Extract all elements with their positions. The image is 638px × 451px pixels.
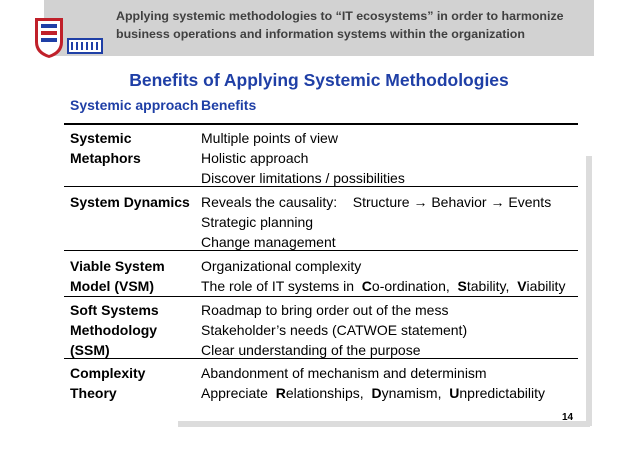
column-header-approach: Systemic approach <box>70 97 199 113</box>
ct-word: ynamism, <box>381 385 442 401</box>
row-label-line: Model (VSM) <box>70 278 154 294</box>
header-text <box>116 7 586 43</box>
row-label <box>70 128 195 168</box>
university-logo <box>33 12 109 60</box>
ct-line <box>201 383 581 403</box>
benefit-line: Multiple points of view <box>201 130 338 146</box>
vsm-initial-c: C <box>361 278 372 294</box>
row-benefits <box>201 128 581 188</box>
vsm-word: iability <box>526 278 566 294</box>
table-rule <box>64 186 578 187</box>
row-label <box>70 300 195 360</box>
benefit-line: Stakeholder’s needs (CATWOE statement) <box>201 322 468 338</box>
ct-word: npredictability <box>459 385 545 401</box>
benefit-line: Clear understanding of the purpose <box>201 342 421 358</box>
ct-initial-r: R <box>275 385 286 401</box>
benefit-line: Roadmap to bring order out of the mess <box>201 302 449 318</box>
slide-title: Benefits of Applying Systemic Methodologies <box>129 70 509 90</box>
slide-shadow-right <box>586 156 592 426</box>
causality-behavior: Behavior <box>431 194 487 210</box>
benefit-line: Holistic approach <box>201 150 309 166</box>
header-line-2: business operations and information systems within the organization <box>116 27 525 41</box>
row-label <box>70 363 195 403</box>
row-label-line: Methodology <box>70 322 158 338</box>
vsm-word: tability, <box>466 278 510 294</box>
ct-prefix: Appreciate <box>201 385 268 401</box>
row-label <box>70 192 195 212</box>
vsm-word: o-ordination, <box>371 278 450 294</box>
arrow-right-icon: → <box>490 194 505 210</box>
row-label-line: (SSM) <box>70 342 110 358</box>
causality-line <box>201 192 581 212</box>
benefit-line: Change management <box>201 234 336 250</box>
row-benefits <box>201 256 581 296</box>
causality-structure: Structure <box>352 194 410 210</box>
row-label-line: Soft Systems <box>70 302 159 318</box>
page-number: 14 <box>562 412 574 423</box>
benefit-line: Discover limitations / possibilities <box>201 170 405 186</box>
vsm-prefix: The role of IT systems in <box>201 278 355 294</box>
ct-initial-d: D <box>371 385 382 401</box>
causality-events: Events <box>508 194 552 210</box>
row-label-line: Metaphors <box>70 150 141 166</box>
row-benefits <box>201 363 581 403</box>
row-label-line: System Dynamics <box>70 194 190 210</box>
causality-prefix: Reveals the causality: <box>201 194 338 210</box>
table-rule <box>64 296 578 297</box>
table-rule <box>64 123 578 125</box>
row-label-line: Viable System <box>70 258 165 274</box>
row-label-line: Complexity <box>70 365 146 381</box>
table-rule <box>64 250 578 251</box>
slide-shadow-bottom <box>178 421 590 427</box>
column-header-benefits: Benefits <box>201 97 257 113</box>
vsm-initial-v: V <box>517 278 527 294</box>
vsm-initial-s: S <box>457 278 467 294</box>
benefit-line: Organizational complexity <box>201 258 362 274</box>
ct-word: elationships, <box>285 385 364 401</box>
row-label-line: Systemic <box>70 130 132 146</box>
row-benefits <box>201 300 581 360</box>
row-label-line: Theory <box>70 385 117 401</box>
header-line-1: Applying systemic methodologies to “IT ecosystems” in order to harmonize <box>116 9 564 23</box>
arrow-right-icon: → <box>413 194 428 210</box>
row-label <box>70 256 195 296</box>
ct-initial-u: U <box>449 385 460 401</box>
benefit-line: Abandonment of mechanism and determinism <box>201 365 487 381</box>
vsm-line <box>201 276 581 296</box>
row-benefits <box>201 192 581 252</box>
table-rule <box>64 358 578 359</box>
benefit-line: Strategic planning <box>201 214 314 230</box>
